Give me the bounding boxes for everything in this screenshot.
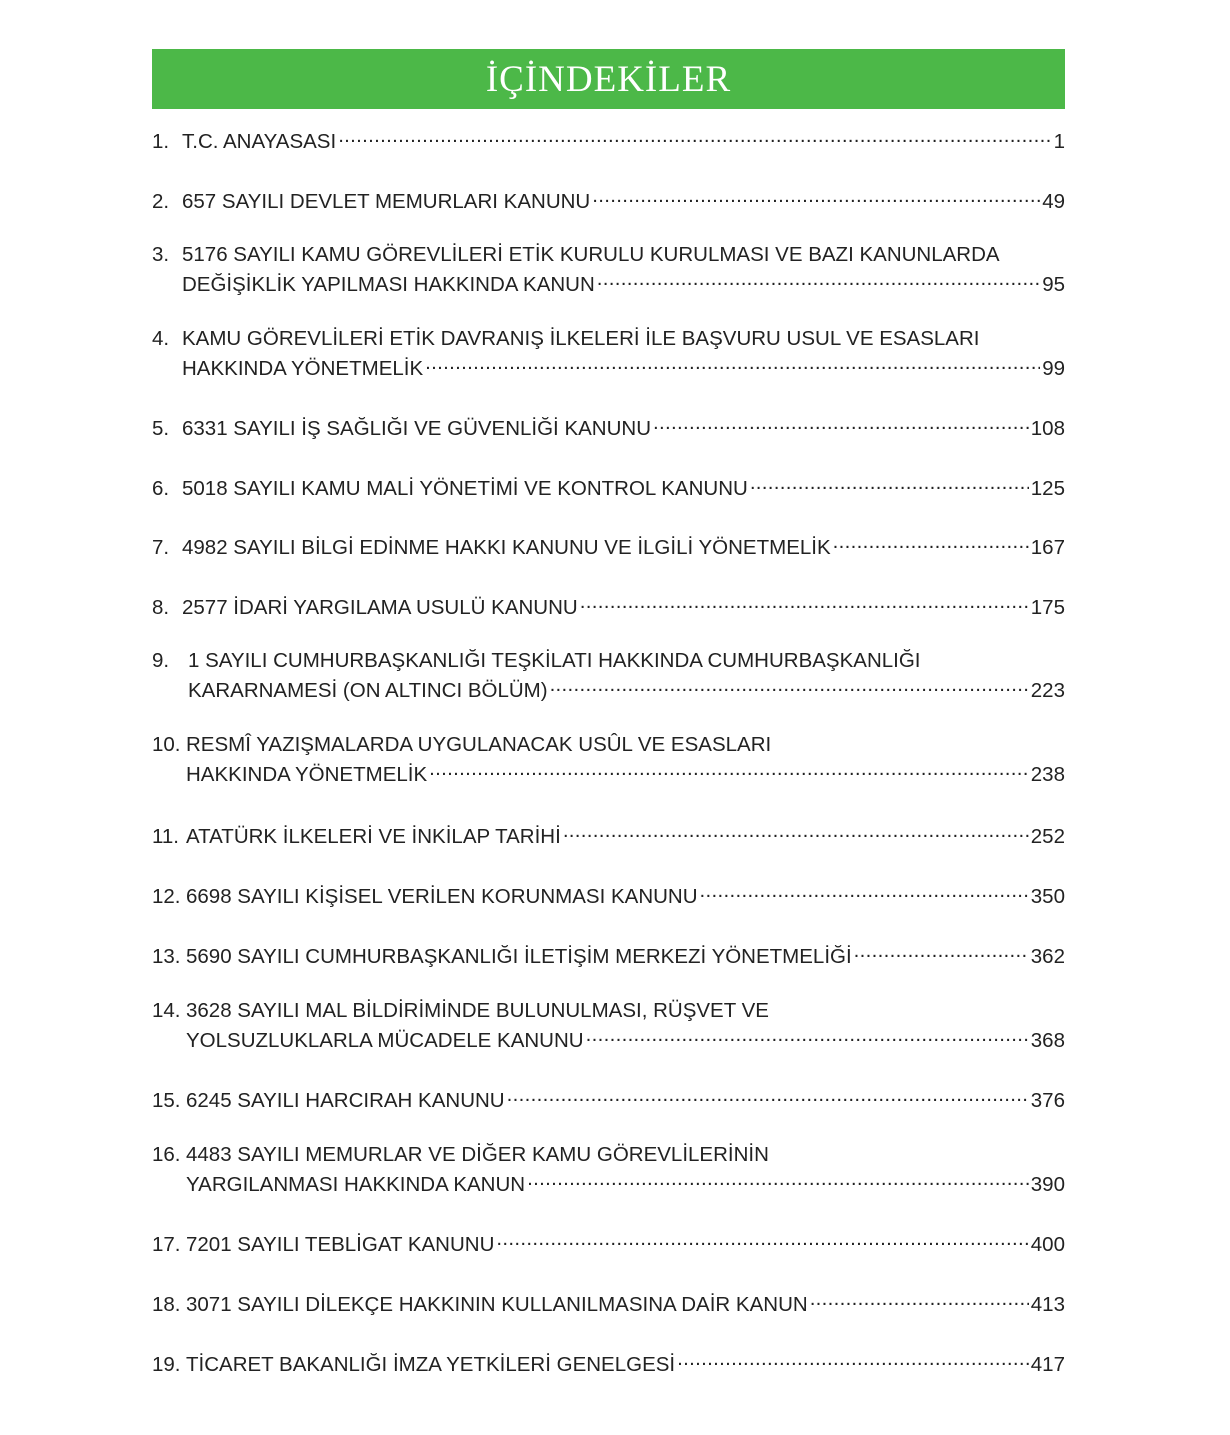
toc-entry-title: 6698 SAYILI KİŞİSEL VERİLEN KORUNMASI KANUNU: [186, 885, 698, 908]
toc-entry-page-number: 99: [1042, 357, 1065, 380]
toc-entry-title: RESMÎ YAZIŞMALARDA UYGULANACAK USÛL VE ESASLARI: [186, 733, 772, 756]
toc-entry-number: 16.: [152, 1143, 181, 1166]
toc-entry-title: 3628 SAYILI MAL BİLDİRİMİNDE BULUNULMASI, RÜŞVET VE: [186, 999, 769, 1022]
toc-entry-number: 18.: [152, 1293, 181, 1316]
toc-entry-number: 3.: [152, 243, 170, 266]
toc-entry[interactable]: [152, 733, 1065, 786]
toc-entry-title: 5176 SAYILI KAMU GÖREVLİLERİ ETİK KURULU KURULMASI VE BAZI KANUNLARDA: [182, 243, 1000, 266]
toc-entry[interactable]: [152, 1227, 1065, 1256]
toc-entry[interactable]: [152, 819, 1065, 848]
toc-entry-title: 3071 SAYILI DİLEKÇE HAKKININ KULLANILMASINA DAİR KANUN: [186, 1293, 808, 1316]
toc-entry-title: HAKKINDA YÖNETMELİK: [182, 357, 424, 380]
toc-entry[interactable]: [152, 1347, 1065, 1376]
toc-entry-number: 12.: [152, 885, 181, 908]
table-of-contents: [152, 0, 1065, 1435]
dot-leader: [425, 351, 1040, 375]
toc-entry-title: TİCARET BAKANLIĞI İMZA YETKİLERİ GENELGESİ: [186, 1353, 676, 1376]
toc-entry-number: 6.: [152, 477, 170, 500]
toc-entry-number: 2.: [152, 190, 170, 213]
dot-leader: [586, 1023, 1029, 1047]
toc-entry-number: 1.: [152, 130, 170, 153]
toc-entry-number: 19.: [152, 1353, 181, 1376]
dot-leader: [338, 124, 1051, 148]
toc-entry-page-number: 125: [1030, 477, 1065, 500]
toc-entry-number: 11.: [152, 825, 179, 848]
dot-leader: [592, 184, 1040, 208]
toc-entry-title: 5018 SAYILI KAMU MALİ YÖNETİMİ VE KONTROL KANUNU: [182, 477, 748, 500]
toc-entry-page-number: 413: [1030, 1293, 1065, 1316]
toc-entry-title: 4982 SAYILI BİLGİ EDİNME HAKKI KANUNU VE İLGİLİ YÖNETMELİK: [182, 536, 831, 559]
toc-entry-title: 657 SAYILI DEVLET MEMURLARI KANUNU: [182, 190, 591, 213]
toc-entry-page-number: 368: [1030, 1029, 1065, 1052]
toc-entry-title: ATATÜRK İLKELERİ VE İNKİLAP TARİHİ: [186, 825, 561, 848]
toc-entry-title: 4483 SAYILI MEMURLAR VE DİĞER KAMU GÖREVLİLERİNİN: [186, 1143, 769, 1166]
dot-leader: [833, 530, 1029, 554]
page-title: İÇİNDEKİLER: [485, 58, 732, 100]
toc-entry-page-number: 350: [1030, 885, 1065, 908]
toc-entry[interactable]: [152, 1083, 1065, 1112]
toc-entry-page-number: 167: [1030, 536, 1065, 559]
toc-entry-number: 7.: [152, 536, 170, 559]
dot-leader: [527, 1167, 1029, 1191]
toc-entry-title: DEĞİŞİKLİK YAPILMASI HAKKINDA KANUN: [182, 273, 595, 296]
dot-leader: [653, 411, 1029, 435]
toc-entry-page-number: 362: [1030, 945, 1065, 968]
dot-leader: [507, 1083, 1029, 1107]
toc-entry-title: 2577 İDARİ YARGILAMA USULÜ KANUNU: [182, 596, 578, 619]
toc-entry-page-number: 175: [1030, 596, 1065, 619]
toc-entry-page-number: 238: [1030, 763, 1065, 786]
toc-entry-title: KAMU GÖREVLİLERİ ETİK DAVRANIŞ İLKELERİ İLE BAŞVURU USUL VE ESASLARI: [182, 327, 980, 350]
dot-leader: [597, 267, 1040, 291]
toc-entry[interactable]: [152, 1143, 1065, 1196]
toc-entry[interactable]: [152, 590, 1065, 619]
toc-entry-number: 9.: [152, 649, 170, 672]
toc-entry-page-number: 223: [1030, 679, 1065, 702]
dot-leader: [700, 879, 1029, 903]
toc-entry[interactable]: [152, 939, 1065, 968]
toc-entry[interactable]: [152, 879, 1065, 908]
toc-entry[interactable]: [152, 1287, 1065, 1316]
dot-leader: [429, 757, 1029, 781]
toc-entry[interactable]: [152, 411, 1065, 440]
toc-entry-number: 8.: [152, 596, 170, 619]
toc-entry[interactable]: [152, 184, 1065, 213]
toc-entry-title: YOLSUZLUKLARLA MÜCADELE KANUNU: [186, 1029, 584, 1052]
toc-entry-number: 10.: [152, 733, 181, 756]
toc-entry-title: 7201 SAYILI TEBLİGAT KANUNU: [186, 1233, 495, 1256]
toc-entry-title: 5690 SAYILI CUMHURBAŞKANLIĞI İLETİŞİM MERKEZİ YÖNETMELİĞİ: [186, 945, 852, 968]
dot-leader: [677, 1347, 1029, 1371]
toc-entry-page-number: 95: [1042, 273, 1065, 296]
dot-leader: [580, 590, 1029, 614]
dot-leader: [750, 471, 1029, 495]
toc-entry-title: 6245 SAYILI HARCIRAH KANUNU: [186, 1089, 505, 1112]
toc-entry-title: T.C. ANAYASASI: [182, 130, 337, 153]
toc-entry-number: 15.: [152, 1089, 181, 1112]
toc-entry-page-number: 252: [1030, 825, 1065, 848]
toc-entry[interactable]: [152, 530, 1065, 559]
toc-entry-number: 13.: [152, 945, 181, 968]
toc-entry-title: 1 SAYILI CUMHURBAŞKANLIĞI TEŞKİLATI HAKKINDA CUMHURBAŞKANLIĞI: [188, 649, 921, 672]
toc-entry[interactable]: [152, 471, 1065, 500]
dot-leader: [810, 1287, 1029, 1311]
toc-entry-number: 4.: [152, 327, 170, 350]
toc-entry-number: 14.: [152, 999, 181, 1022]
toc-entry-number: 17.: [152, 1233, 181, 1256]
toc-entry-page-number: 1: [1053, 130, 1065, 153]
toc-entry[interactable]: [152, 124, 1065, 153]
toc-entry-page-number: 108: [1030, 417, 1065, 440]
toc-entry-title: YARGILANMASI HAKKINDA KANUN: [186, 1173, 526, 1196]
toc-entry-title: HAKKINDA YÖNETMELİK: [186, 763, 428, 786]
toc-entry-number: 5.: [152, 417, 170, 440]
toc-entry-title: KARARNAMESİ (ON ALTINCI BÖLÜM): [188, 679, 548, 702]
toc-entry-page-number: 417: [1030, 1353, 1065, 1376]
toc-entry-page-number: 376: [1030, 1089, 1065, 1112]
dot-leader: [496, 1227, 1028, 1251]
dot-leader: [550, 673, 1029, 697]
toc-entry-title: 6331 SAYILI İŞ SAĞLIĞI VE GÜVENLİĞİ KANUNU: [182, 417, 652, 440]
dot-leader: [563, 819, 1029, 843]
toc-entry-page-number: 49: [1042, 190, 1065, 213]
toc-entry[interactable]: [152, 327, 1065, 380]
toc-entry[interactable]: [152, 243, 1065, 296]
dot-leader: [854, 939, 1029, 963]
toc-entry[interactable]: [152, 999, 1065, 1052]
toc-entry[interactable]: [152, 649, 1065, 702]
toc-entry-page-number: 400: [1030, 1233, 1065, 1256]
toc-entry-page-number: 390: [1030, 1173, 1065, 1196]
